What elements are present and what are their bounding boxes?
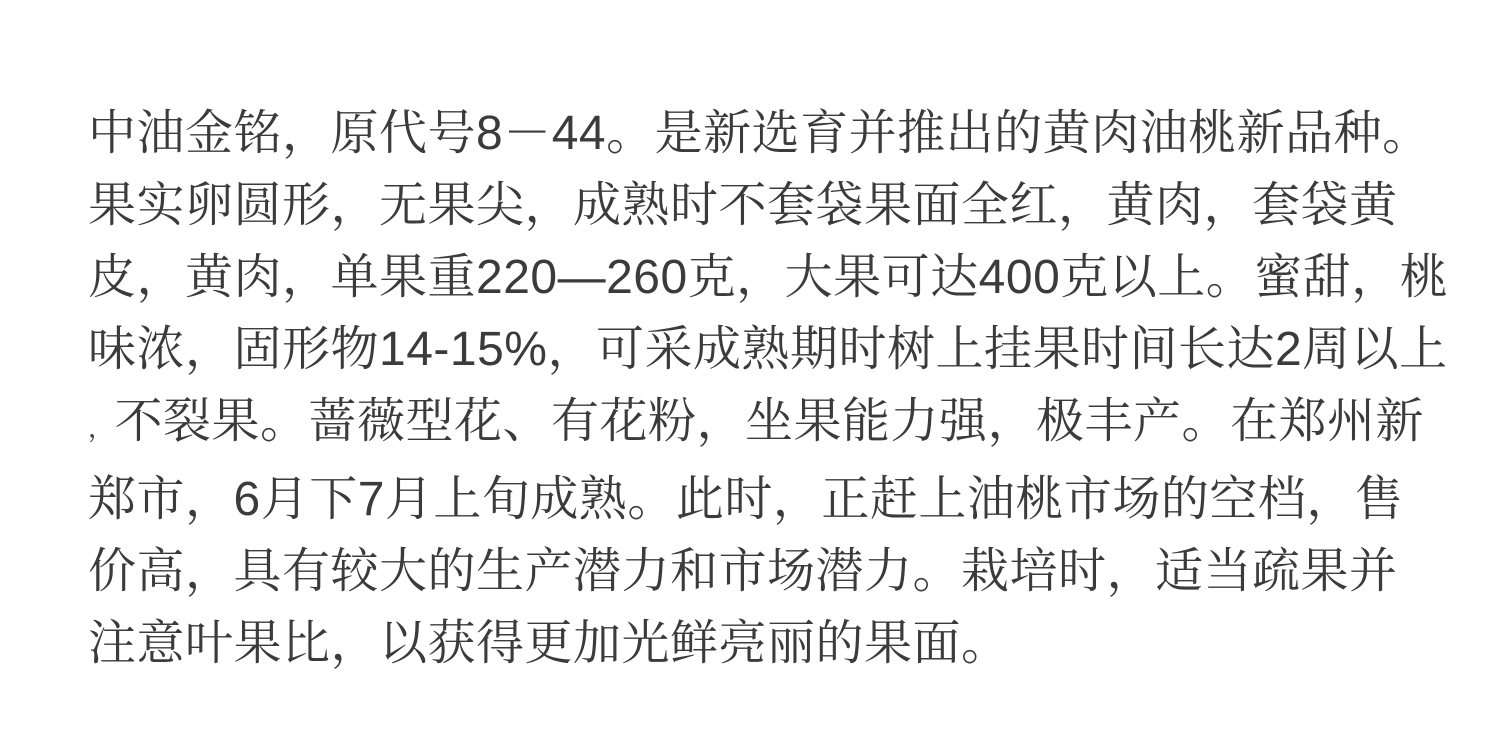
leading-comma: ， <box>88 413 115 443</box>
text-line-3: 皮，黄肉，单果重220—260克，大果可达400克以上。蜜甜，桃 <box>88 251 1449 304</box>
text-line-4: 味浓，固形物14-15%，可采成熟期时树上挂果时间长达2周以上 <box>88 323 1448 376</box>
article-text-block <box>88 98 1449 680</box>
text-line-8: 注意叶果比，以获得更加光鲜亮丽的果面。 <box>88 617 1010 670</box>
text-line-5 <box>88 386 1428 464</box>
text-line-1: 中油金铭，原代号8－44。是新选育并推出的黄肉油桃新品种。 <box>88 107 1431 160</box>
text-line-2: 果实卵圆形，无果尖，成熟时不套袋果面全红，黄肉，套袋黄 <box>88 179 1398 232</box>
text-line-7: 价高，具有较大的生产潜力和市场潜力。栽培时，适当疏果并 <box>88 545 1398 598</box>
text-line-6: 郑市，6月下7月上旬成熟。此时，正赶上油桃市场的空档，售 <box>88 473 1404 526</box>
text-line-5-body: 不裂果。蔷薇型花、有花粉，坐果能力强，极丰产。在郑州新 <box>114 395 1425 448</box>
